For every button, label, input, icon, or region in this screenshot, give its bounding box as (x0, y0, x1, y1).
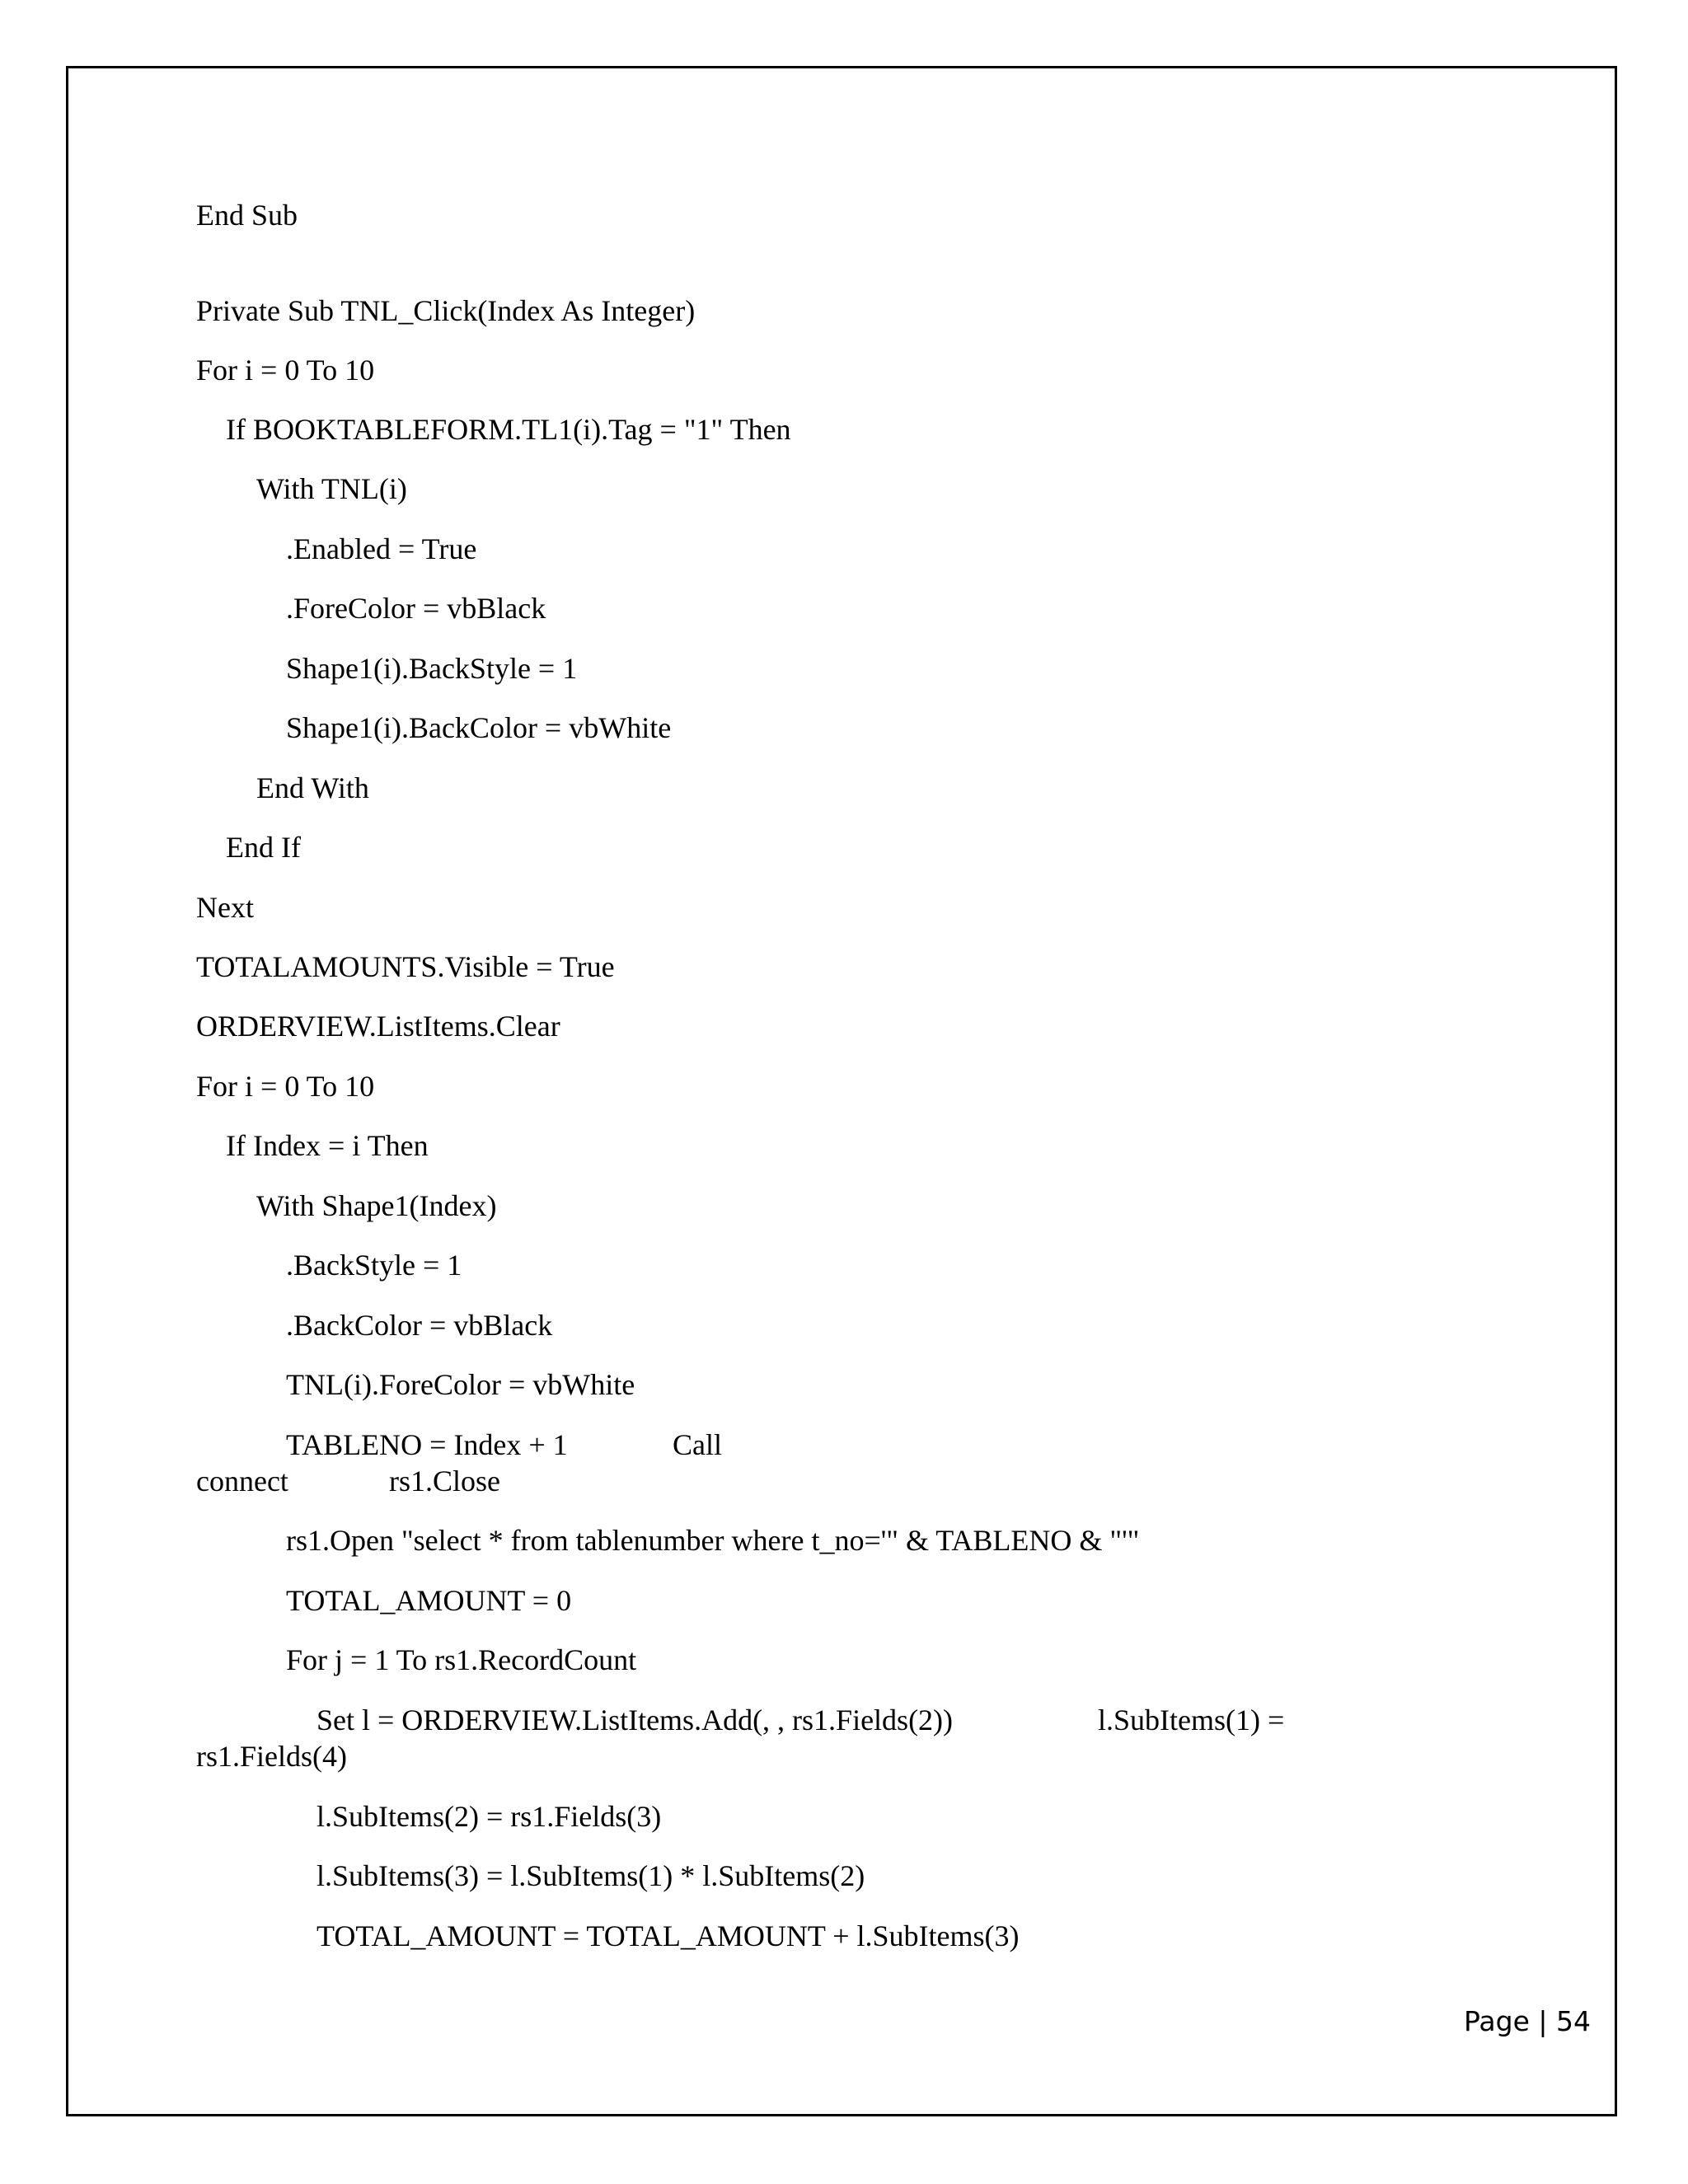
code-line: TNL(i).ForeColor = vbWhite (286, 1368, 635, 1401)
code-line: .ForeColor = vbBlack (286, 592, 546, 625)
code-line: For j = 1 To rs1.RecordCount (286, 1643, 637, 1676)
code-line: TOTAL_AMOUNT = 0 (286, 1584, 572, 1617)
code-line: .BackStyle = 1 (286, 1249, 462, 1282)
code-line: TOTALAMOUNTS.Visible = True (196, 950, 615, 983)
code-line: For i = 0 To 10 (196, 354, 375, 387)
code-line: With Shape1(Index) (256, 1189, 497, 1222)
code-line: Shape1(i).BackStyle = 1 (286, 652, 578, 685)
code-line: l.SubItems(2) = rs1.Fields(3) (316, 1800, 662, 1833)
code-line: End Sub (196, 199, 298, 232)
code-line: .Enabled = True (286, 532, 477, 565)
code-line: .BackColor = vbBlack (286, 1309, 553, 1342)
page-number: Page | 54 (1464, 2005, 1591, 2037)
code-line: TABLENO = Index + 1 (286, 1428, 568, 1461)
code-line: Set l = ORDERVIEW.ListItems.Add(, , rs1.Fields(2)) (316, 1704, 954, 1736)
code-line: End If (226, 831, 301, 864)
code-line: If BOOKTABLEFORM.TL1(i).Tag = "1" Then (226, 413, 791, 446)
code-line: l.SubItems(3) = l.SubItems(1) * l.SubItems(2) (316, 1859, 865, 1892)
code-line: ORDERVIEW.ListItems.Clear (196, 1010, 560, 1043)
code-line: rs1.Open "select * from tablenumber where t_no='" & TABLENO & "'" (286, 1524, 1140, 1557)
code-line: Shape1(i).BackColor = vbWhite (286, 711, 672, 744)
code-line: connect (196, 1465, 288, 1497)
code-line: If Index = i Then (226, 1129, 429, 1162)
code-line: End With (256, 771, 369, 804)
code-line: Call (673, 1428, 722, 1461)
code-line: TOTAL_AMOUNT = TOTAL_AMOUNT + l.SubItems(3) (316, 1919, 1020, 1952)
code-line: For i = 0 To 10 (196, 1070, 375, 1103)
code-line: l.SubItems(1) = (1098, 1704, 1285, 1736)
code-line: rs1.Close (389, 1465, 500, 1497)
code-line: Next (196, 891, 254, 924)
code-line: With TNL(i) (256, 472, 407, 505)
code-line: Private Sub TNL_Click(Index As Integer) (196, 294, 696, 327)
code-line: rs1.Fields(4) (196, 1740, 347, 1773)
